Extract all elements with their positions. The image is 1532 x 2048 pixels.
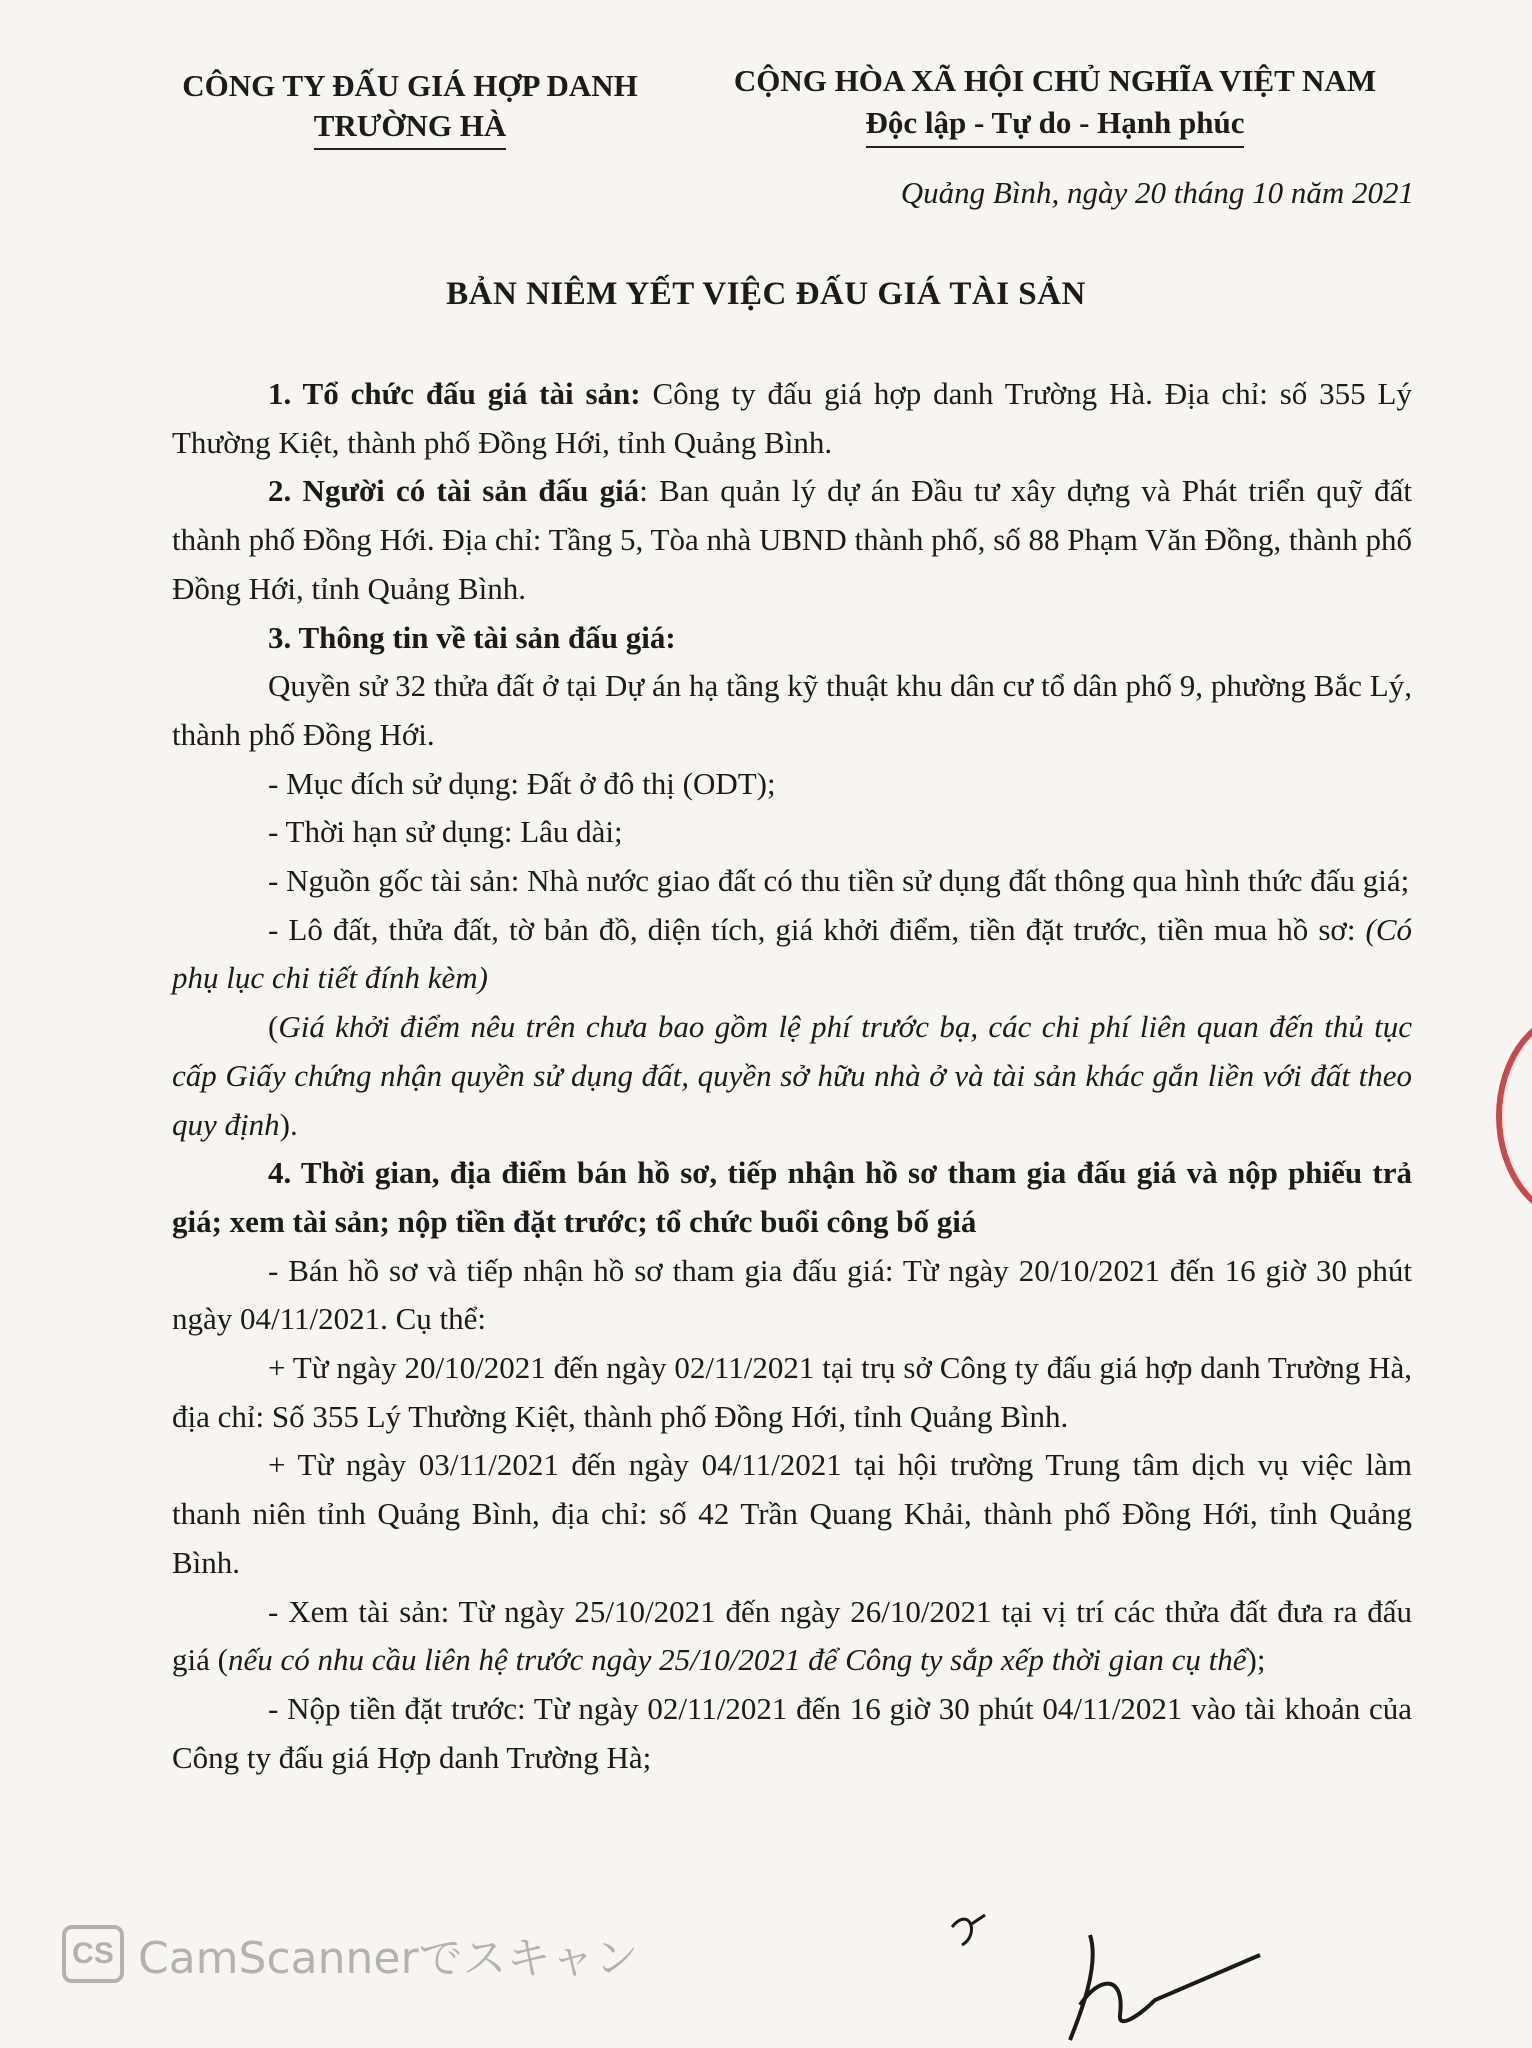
camscanner-logo-icon: CS: [62, 1925, 124, 1983]
section-3-heading: 3. Thông tin về tài sản đấu giá:: [268, 619, 676, 655]
section-2-heading: 2. Người có tài sản đấu giá: [268, 473, 640, 509]
section-3-lots-note: (Có phụ lục chi tiết đính kèm): [172, 911, 1412, 996]
signature: [940, 1895, 1270, 2045]
issuer-name-line1: CÔNG TY ĐẤU GIÁ HỢP DANH: [182, 68, 638, 103]
issuer-name-line2: TRƯỜNG HÀ: [314, 106, 507, 150]
document-title: BẢN NIÊM YẾT VIỆC ĐẤU GIÁ TÀI SẢN: [446, 276, 1086, 312]
red-seal-stamp: [1496, 1010, 1532, 1222]
view-note: nếu có nhu cầu liên hệ trước ngày 25/10/2021 để Công ty sắp xếp thời gian cụ thể: [227, 1642, 1247, 1678]
section-2: [172, 467, 1412, 613]
section-3-lots-text: - Lô đất, thửa đất, tờ bản đồ, diện tích, giá khởi điểm, tiền đặt trước, tiền mua hồ sơ:: [268, 911, 1366, 947]
price-note-close: ).: [279, 1106, 298, 1142]
view-text: - Xem tài sản: Từ ngày 25/10/2021 đến ngày 26/10/2021 tại vị trí các thửa đất đưa ra đấu giá (: [172, 1593, 1412, 1678]
issuer-header: [140, 66, 680, 150]
document-date: Quảng Bình, ngày 20 tháng 10 năm 2021: [900, 175, 1414, 210]
price-note-open: (: [268, 1009, 279, 1045]
section-3-term: - Thời hạn sử dụng: Lâu dài;: [268, 814, 623, 850]
section-3-purpose: - Mục đích sử dụng: Đất ở đô thị (ODT);: [268, 765, 776, 801]
section-1-text: Công ty đấu giá hợp danh Trường Hà. Địa chỉ: số 355 Lý Thường Kiệt, thành phố Đồng Hới, tỉnh Quảng Bình.: [172, 376, 1412, 460]
section-3-lots: [172, 906, 1412, 1003]
section-3-origin: - Nguồn gốc tài sản: Nhà nước giao đất có thu tiền sử dụng đất thông qua hình thức đấu giá;: [268, 863, 1410, 899]
national-header: [680, 60, 1430, 148]
price-note-text: Giá khởi điểm nêu trên chưa bao gồm lệ phí trước bạ, các chi phí liên quan đến thủ tục cấp Giấy chứng nhận quyền sử dụng đất, quyền sở hữu nhà ở và tài sản khác gắn liền với đất theo quy định: [172, 1009, 1412, 1142]
section-1-heading: 1. Tổ chức đấu giá tài sản:: [268, 376, 641, 411]
section-4-sale-a: + Từ ngày 20/10/2021 đến ngày 02/11/2021 tại trụ sở Công ty đấu giá hợp danh Trường Hà, địa chỉ: Số 355 Lý Thường Kiệt, thành phố Đồng Hới, tỉnh Quảng Bình.: [172, 1350, 1412, 1434]
section-4-heading: 4. Thời gian, địa điểm bán hồ sơ, tiếp nhận hồ sơ tham gia đấu giá và nộp phiếu trả giá; xem tài sản; nộp tiền đặt trước; tổ chức buổi công bố giá: [172, 1155, 1412, 1239]
national-motto: Độc lập - Tự do - Hạnh phúc: [866, 102, 1245, 148]
section-4-deposit: - Nộp tiền đặt trước: Từ ngày 02/11/2021 đến 16 giờ 30 phút 04/11/2021 vào tài khoản của Công ty đấu giá Hợp danh Trường Hà;: [172, 1690, 1412, 1775]
section-3-intro: Quyền sử 32 thửa đất ở tại Dự án hạ tầng kỹ thuật khu dân cư tổ dân phố 9, phường Bắc Lý, thành phố Đồng Hới.: [172, 668, 1412, 752]
scanner-watermark: [62, 1924, 639, 1984]
document-body: [172, 370, 1412, 1782]
national-title: CỘNG HÒA XÃ HỘI CHỦ NGHĨA VIỆT NAM: [733, 63, 1377, 98]
section-3-price-note: [172, 1003, 1412, 1149]
watermark-text: CamScannerでスキャン: [138, 1933, 639, 1984]
view-close: );: [1246, 1642, 1266, 1678]
section-2-text: : Ban quản lý dự án Đầu tư xây dựng và Phát triển quỹ đất thành phố Đồng Hới. Địa chỉ: Tầng 5, Tòa nhà UBND thành phố, số 88 Phạm Văn Đồng, thành phố Đồng Hới, tỉnh Quảng Bình.: [172, 473, 1412, 606]
section-4-sale: - Bán hồ sơ và tiếp nhận hồ sơ tham gia đấu giá: Từ ngày 20/10/2021 đến 16 giờ 30 phút ngày 04/11/2021. Cụ thể:: [172, 1252, 1412, 1337]
section-4-view: [172, 1588, 1412, 1685]
section-4-sale-b: + Từ ngày 03/11/2021 đến ngày 04/11/2021 tại hội trường Trung tâm dịch vụ việc làm thanh niên tỉnh Quảng Bình, địa chỉ: số 42 Trần Quang Khải, thành phố Đồng Hới, tỉnh Quảng Bình.: [172, 1447, 1412, 1580]
section-1: [172, 370, 1412, 467]
